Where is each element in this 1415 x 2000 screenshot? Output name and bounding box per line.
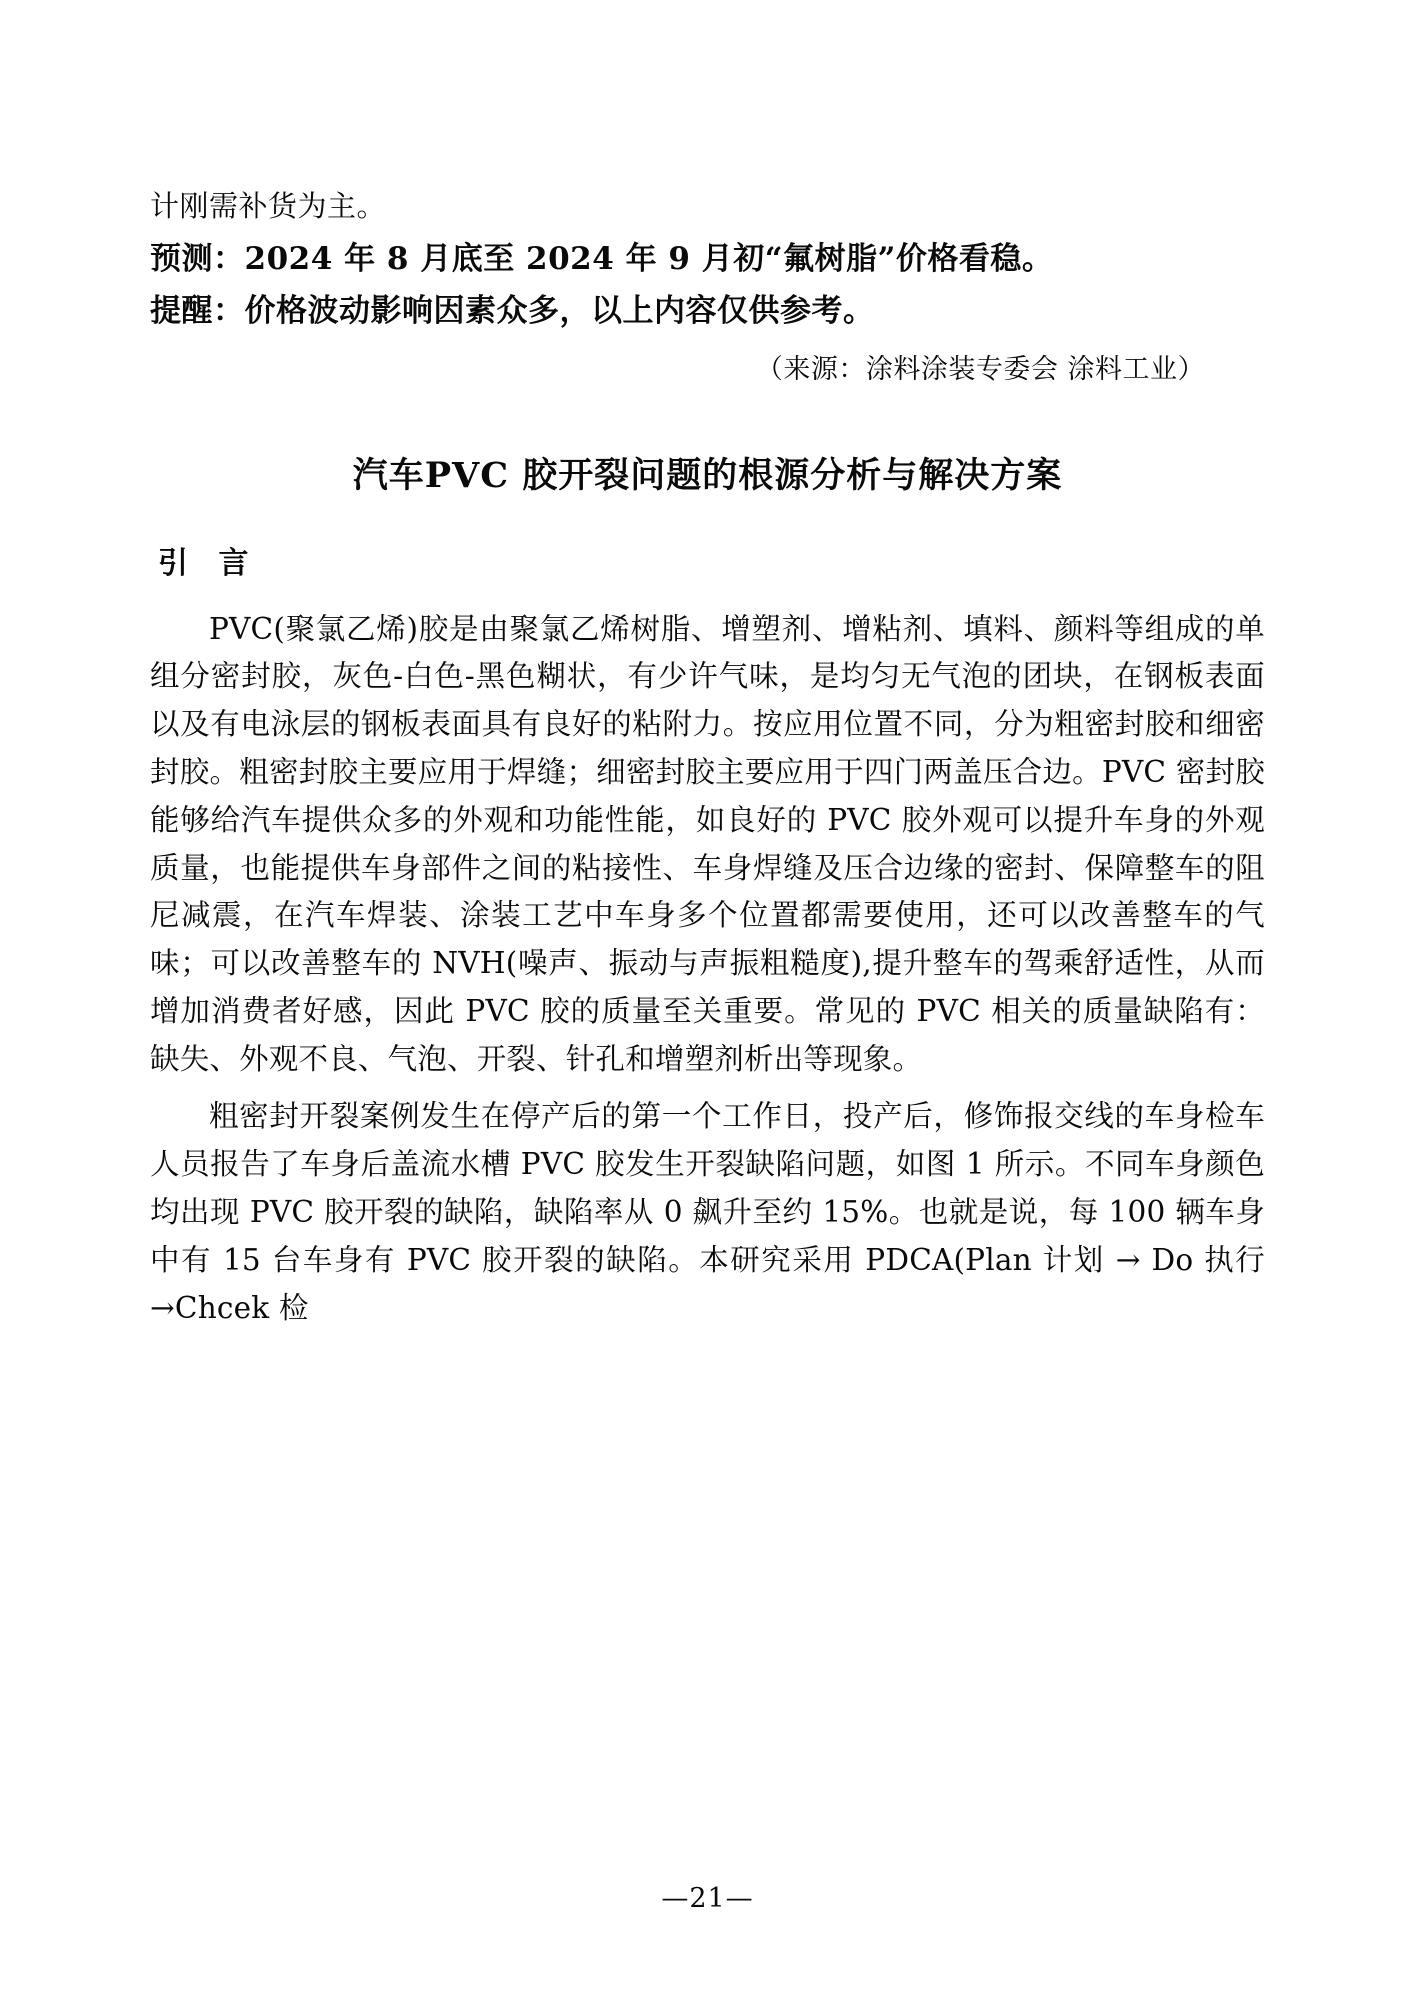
body-paragraph-1: PVC(聚氯乙烯)胶是由聚氯乙烯树脂、增塑剂、增粘剂、填料、颜料等组成的单组分密封胶，灰色-白色-黑色糊状，有少许气味，是均匀无气泡的团块，在钢板表面以及有电泳层的钢板表面具有良好的粘附力。按应用位置不同，分为粗密封胶和细密封胶。粗密封胶主要应用于焊缝；细密封胶主要应用于四门两盖压合边。PVC 密封胶能够给汽车提供众多的外观和功能性能，如良好的 PVC 胶外观可以提升车身的外观质量，也能提供车身部件之间的粘接性、车身焊缝及压合边缘的密封、保障整车的阻尼减震，在汽车焊装、涂装工艺中车身多个位置都需要使用，还可以改善整车的气味；可以改善整车的 NVH(噪声、振动与声振粗糙度),提升整车的驾乘舒适性，从而增加消费者好感，因此 PVC 胶的质量至关重要。常见的 PVC 相关的质量缺陷有：缺失、外观不良、气泡、开裂、针孔和增塑剂析出等现象。 <box>150 611 1265 1076</box>
source-attribution: （来源：涂料涂装专委会 涂料工业） <box>755 353 1205 385</box>
page-title: 汽车PVC 胶开裂问题的根源分析与解决方案 <box>352 454 1063 496</box>
page-number: —21— <box>661 1883 754 1914</box>
forecast-line: 预测：2024 年 8 月底至 2024 年 9 月初“氟树脂”价格看稳。 <box>150 240 1054 277</box>
body-paragraph-2: 粗密封开裂案例发生在停产后的第一个工作日，投产后，修饰报交线的车身检车人员报告了车身后盖流水槽 PVC 胶发生开裂缺陷问题，如图 1 所示。不同车身颜色均出现 PVC 胶开裂的缺陷，缺陷率从 0 飙升至约 15%。也就是说，每 100 辆车身中有 15 台车身有 PVC 胶开裂的缺陷。本研究采用 PDCA(Plan 计划 → Do 执行 →Chcek 检 <box>150 1099 1265 1325</box>
continued-paragraph: 计刚需补货为主。 <box>150 189 387 223</box>
reminder-line: 提醒：价格波动影响因素众多，以上内容仅供参考。 <box>150 292 875 329</box>
section-heading-introduction: 引 言 <box>158 545 259 581</box>
